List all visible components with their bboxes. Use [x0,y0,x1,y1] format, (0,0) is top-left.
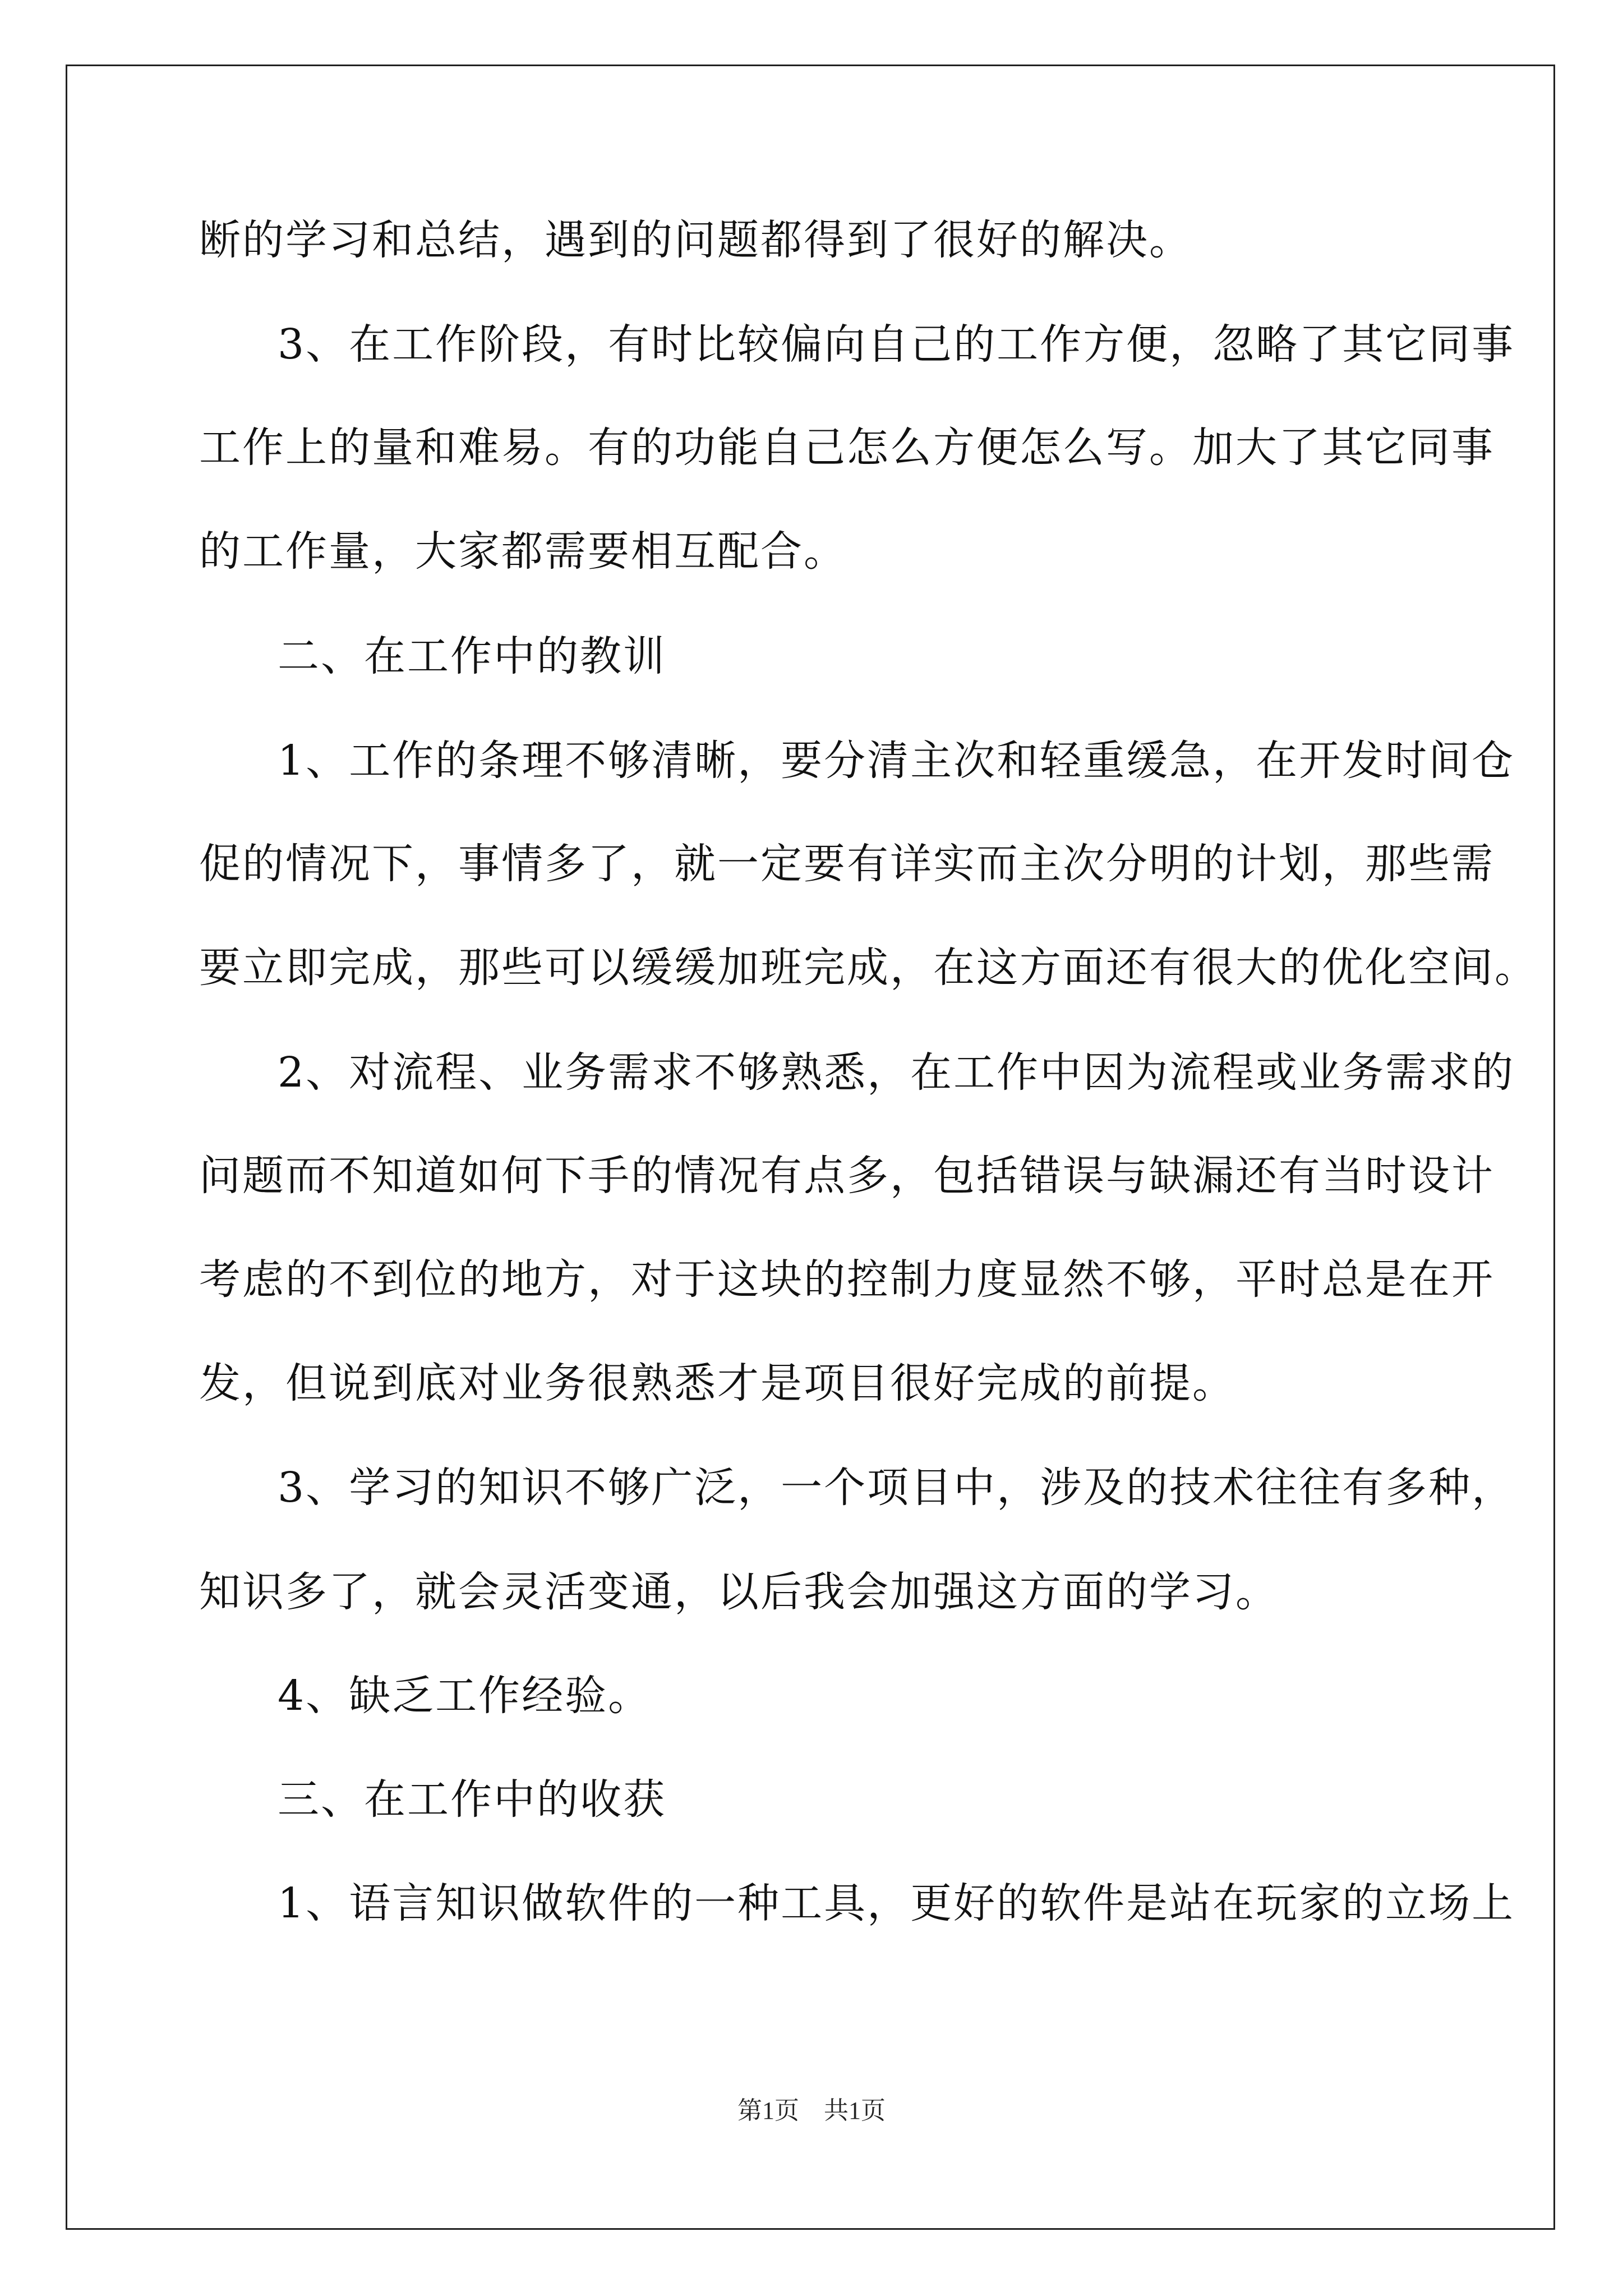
text-line: 3、在工作阶段，有时比较偏向自己的工作方便，忽略了其它同事 [278,320,1515,369]
text-line: 断的学习和总结，遇到的问题都得到了很好的解决。 [199,216,1192,264]
text-line: 的工作量，大家都需要相互配合。 [199,527,847,576]
text-line: 知识多了，就会灵活变通，以后我会加强这方面的学习。 [199,1568,1279,1616]
text-line: 1、工作的条理不够清晰，要分清主次和轻重缓急，在开发时间仓 [278,737,1515,785]
text-line: 考虑的不到位的地方，对于这块的控制力度显然不够，平时总是在开 [199,1255,1495,1304]
text-line: 要立即完成，那些可以缓缓加班完成，在这方面还有很大的优化空间。 [199,944,1538,992]
text-line: 工作上的量和难易。有的功能自己怎么方便怎么写。加大了其它同事 [199,424,1495,472]
section-heading: 二、在工作中的教训 [278,632,666,680]
text-line: 2、对流程、业务需求不够熟悉，在工作中因为流程或业务需求的 [278,1048,1515,1097]
text-line: 促的情况下，事情多了，就一定要有详实而主次分明的计划，那些需 [199,840,1495,888]
text-line: 问题而不知道如何下手的情况有点多，包括错误与缺漏还有当时设计 [199,1152,1495,1200]
text-line: 3、学习的知识不够广泛，一个项目中，涉及的技术往往有多种， [278,1464,1515,1512]
text-line: 发，但说到底对业务很熟悉才是项目很好完成的前提。 [199,1359,1235,1407]
text-line: 4、缺乏工作经验。 [278,1672,652,1720]
text-line: 1、语言知识做软件的一种工具，更好的软件是站在玩家的立场上 [278,1879,1515,1927]
section-heading: 三、在工作中的收获 [278,1775,666,1824]
page-number-footer: 第1页 共1页 [737,2097,886,2124]
